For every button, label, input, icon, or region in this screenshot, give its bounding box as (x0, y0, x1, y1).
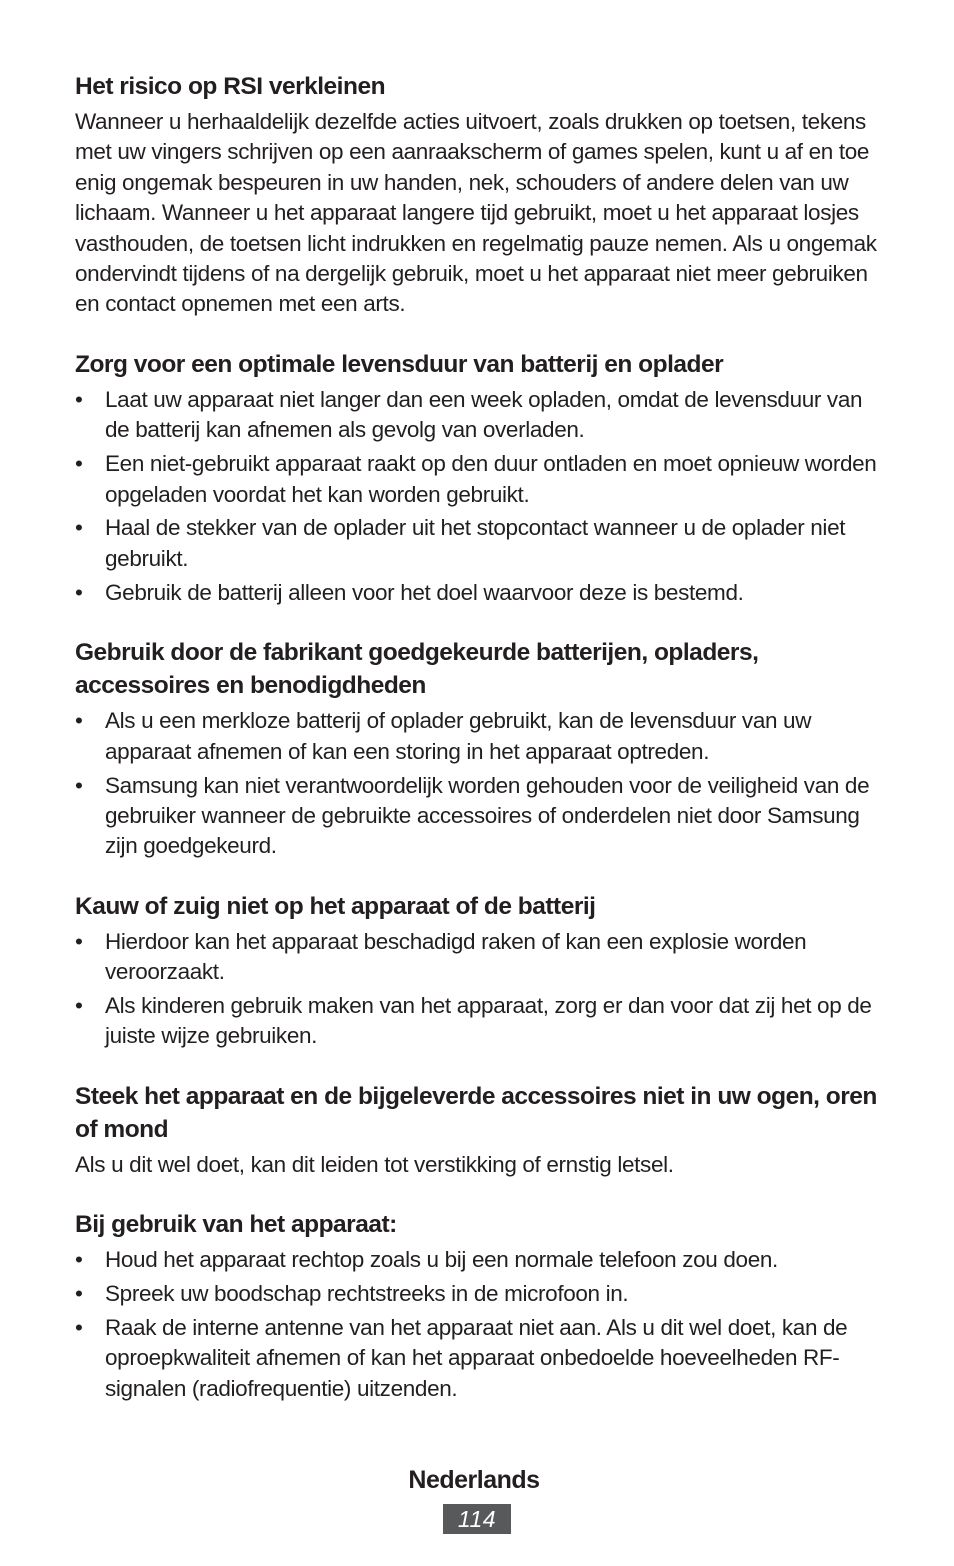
list-item (75, 513, 885, 574)
bullet-list (75, 1245, 885, 1404)
bullet-list (75, 706, 885, 862)
page-footer (0, 1462, 954, 1534)
list-item (75, 449, 885, 510)
section-approved-accessories (75, 636, 885, 862)
section-heading: Bij gebruik van het apparaat: (75, 1211, 397, 1239)
bullet-list (75, 927, 885, 1052)
list-item (75, 1279, 885, 1309)
list-item (75, 578, 885, 608)
bullet-icon: • (75, 451, 83, 477)
bullet-icon: • (75, 993, 83, 1019)
list-item-text: Houd het apparaat rechtop zoals u bij een normale telefoon zou doen. (105, 1247, 778, 1273)
section-rsi (75, 70, 885, 320)
list-item (75, 771, 885, 862)
list-item (75, 1313, 885, 1404)
list-item (75, 706, 885, 767)
section-heading: Gebruik door de fabrikant goedgekeurde batterijen, opladers, accessoires en benodigdheden (75, 639, 759, 700)
list-item (75, 927, 885, 988)
list-item (75, 991, 885, 1052)
list-item-text: Spreek uw boodschap rechtstreeks in de microfoon in. (105, 1281, 629, 1307)
section-paragraph: Wanneer u herhaaldelijk dezelfde acties uitvoert, zoals drukken op toetsen, tekens met uw vingers schrijven op een aanraakscherm of games spelen, kunt u af en toe enig ongemak bespeuren in uw handen, nek, schouders of andere delen van uw lichaam. Wanneer u het apparaat langere tijd gebruikt, moet u het apparaat losjes vasthouden, de toetsen licht indrukken en regelmatig pauze nemen. Als u ongemak ondervindt tijdens of na dergelijk gebruik, moet u het apparaat niet meer gebruiken en contact opnemen met een arts. (75, 109, 877, 317)
bullet-icon: • (75, 928, 83, 954)
section-paragraph: Als u dit wel doet, kan dit leiden tot verstikking of ernstig letsel. (75, 1151, 674, 1177)
section-eyes-ears-mouth (75, 1080, 885, 1180)
list-item-text: Haal de stekker van de oplader uit het stopcontact wanneer u de oplader niet gebruikt. (105, 515, 846, 571)
page-content (75, 70, 885, 1432)
bullet-icon: • (75, 1247, 83, 1273)
page-number-badge: 114 (443, 1504, 511, 1534)
list-item (75, 385, 885, 446)
section-heading: Steek het apparaat en de bijgeleverde accessoires niet in uw ogen, oren of mond (75, 1082, 877, 1143)
bullet-icon: • (75, 515, 83, 541)
list-item-text: Als u een merkloze batterij of oplader gebruikt, kan de levensduur van uw apparaat afnemen of kan een storing in het apparaat optreden. (105, 708, 812, 764)
list-item-text: Gebruik de batterij alleen voor het doel waarvoor deze is bestemd. (105, 579, 744, 605)
bullet-list (75, 385, 885, 608)
list-item (75, 1245, 885, 1275)
section-heading: Het risico op RSI verkleinen (75, 73, 386, 100)
list-item-text: Een niet-gebruikt apparaat raakt op den duur ontladen en moet opnieuw worden opgeladen voordat het kan worden gebruikt. (105, 451, 877, 507)
bullet-icon: • (75, 386, 83, 412)
bullet-icon: • (75, 708, 83, 734)
bullet-icon: • (75, 1315, 83, 1341)
section-do-not-chew (75, 890, 885, 1052)
list-item-text: Samsung kan niet verantwoordelijk worden gehouden voor de veiligheid van de gebruiker wanneer de gebruikte accessoires of onderdelen niet door Samsung zijn goedgekeurd. (105, 772, 870, 859)
bullet-icon: • (75, 772, 83, 798)
section-heading: Kauw of zuig niet op het apparaat of de batterij (75, 892, 596, 920)
section-battery-life (75, 348, 885, 608)
bullet-icon: • (75, 579, 83, 605)
footer-language: Nederlands (408, 1466, 540, 1494)
section-heading: Zorg voor een optimale levensduur van batterij en oplader (75, 350, 724, 378)
section-device-usage (75, 1208, 885, 1404)
list-item-text: Hierdoor kan het apparaat beschadigd raken of kan een explosie worden veroorzaakt. (105, 928, 807, 985)
list-item-text: Laat uw apparaat niet langer dan een week opladen, omdat de levensduur van de batterij kan afnemen als gevolg van overladen. (105, 386, 863, 443)
list-item-text: Als kinderen gebruik maken van het apparaat, zorg er dan voor dat zij het op de juiste wijze gebruiken. (105, 993, 872, 1049)
bullet-icon: • (75, 1281, 83, 1307)
list-item-text: Raak de interne antenne van het apparaat niet aan. Als u dit wel doet, kan de oproepkwaliteit afnemen of kan het apparaat onbedoelde hoeveelheden RF-signalen (radiofrequentie) uitzenden. (105, 1315, 848, 1401)
